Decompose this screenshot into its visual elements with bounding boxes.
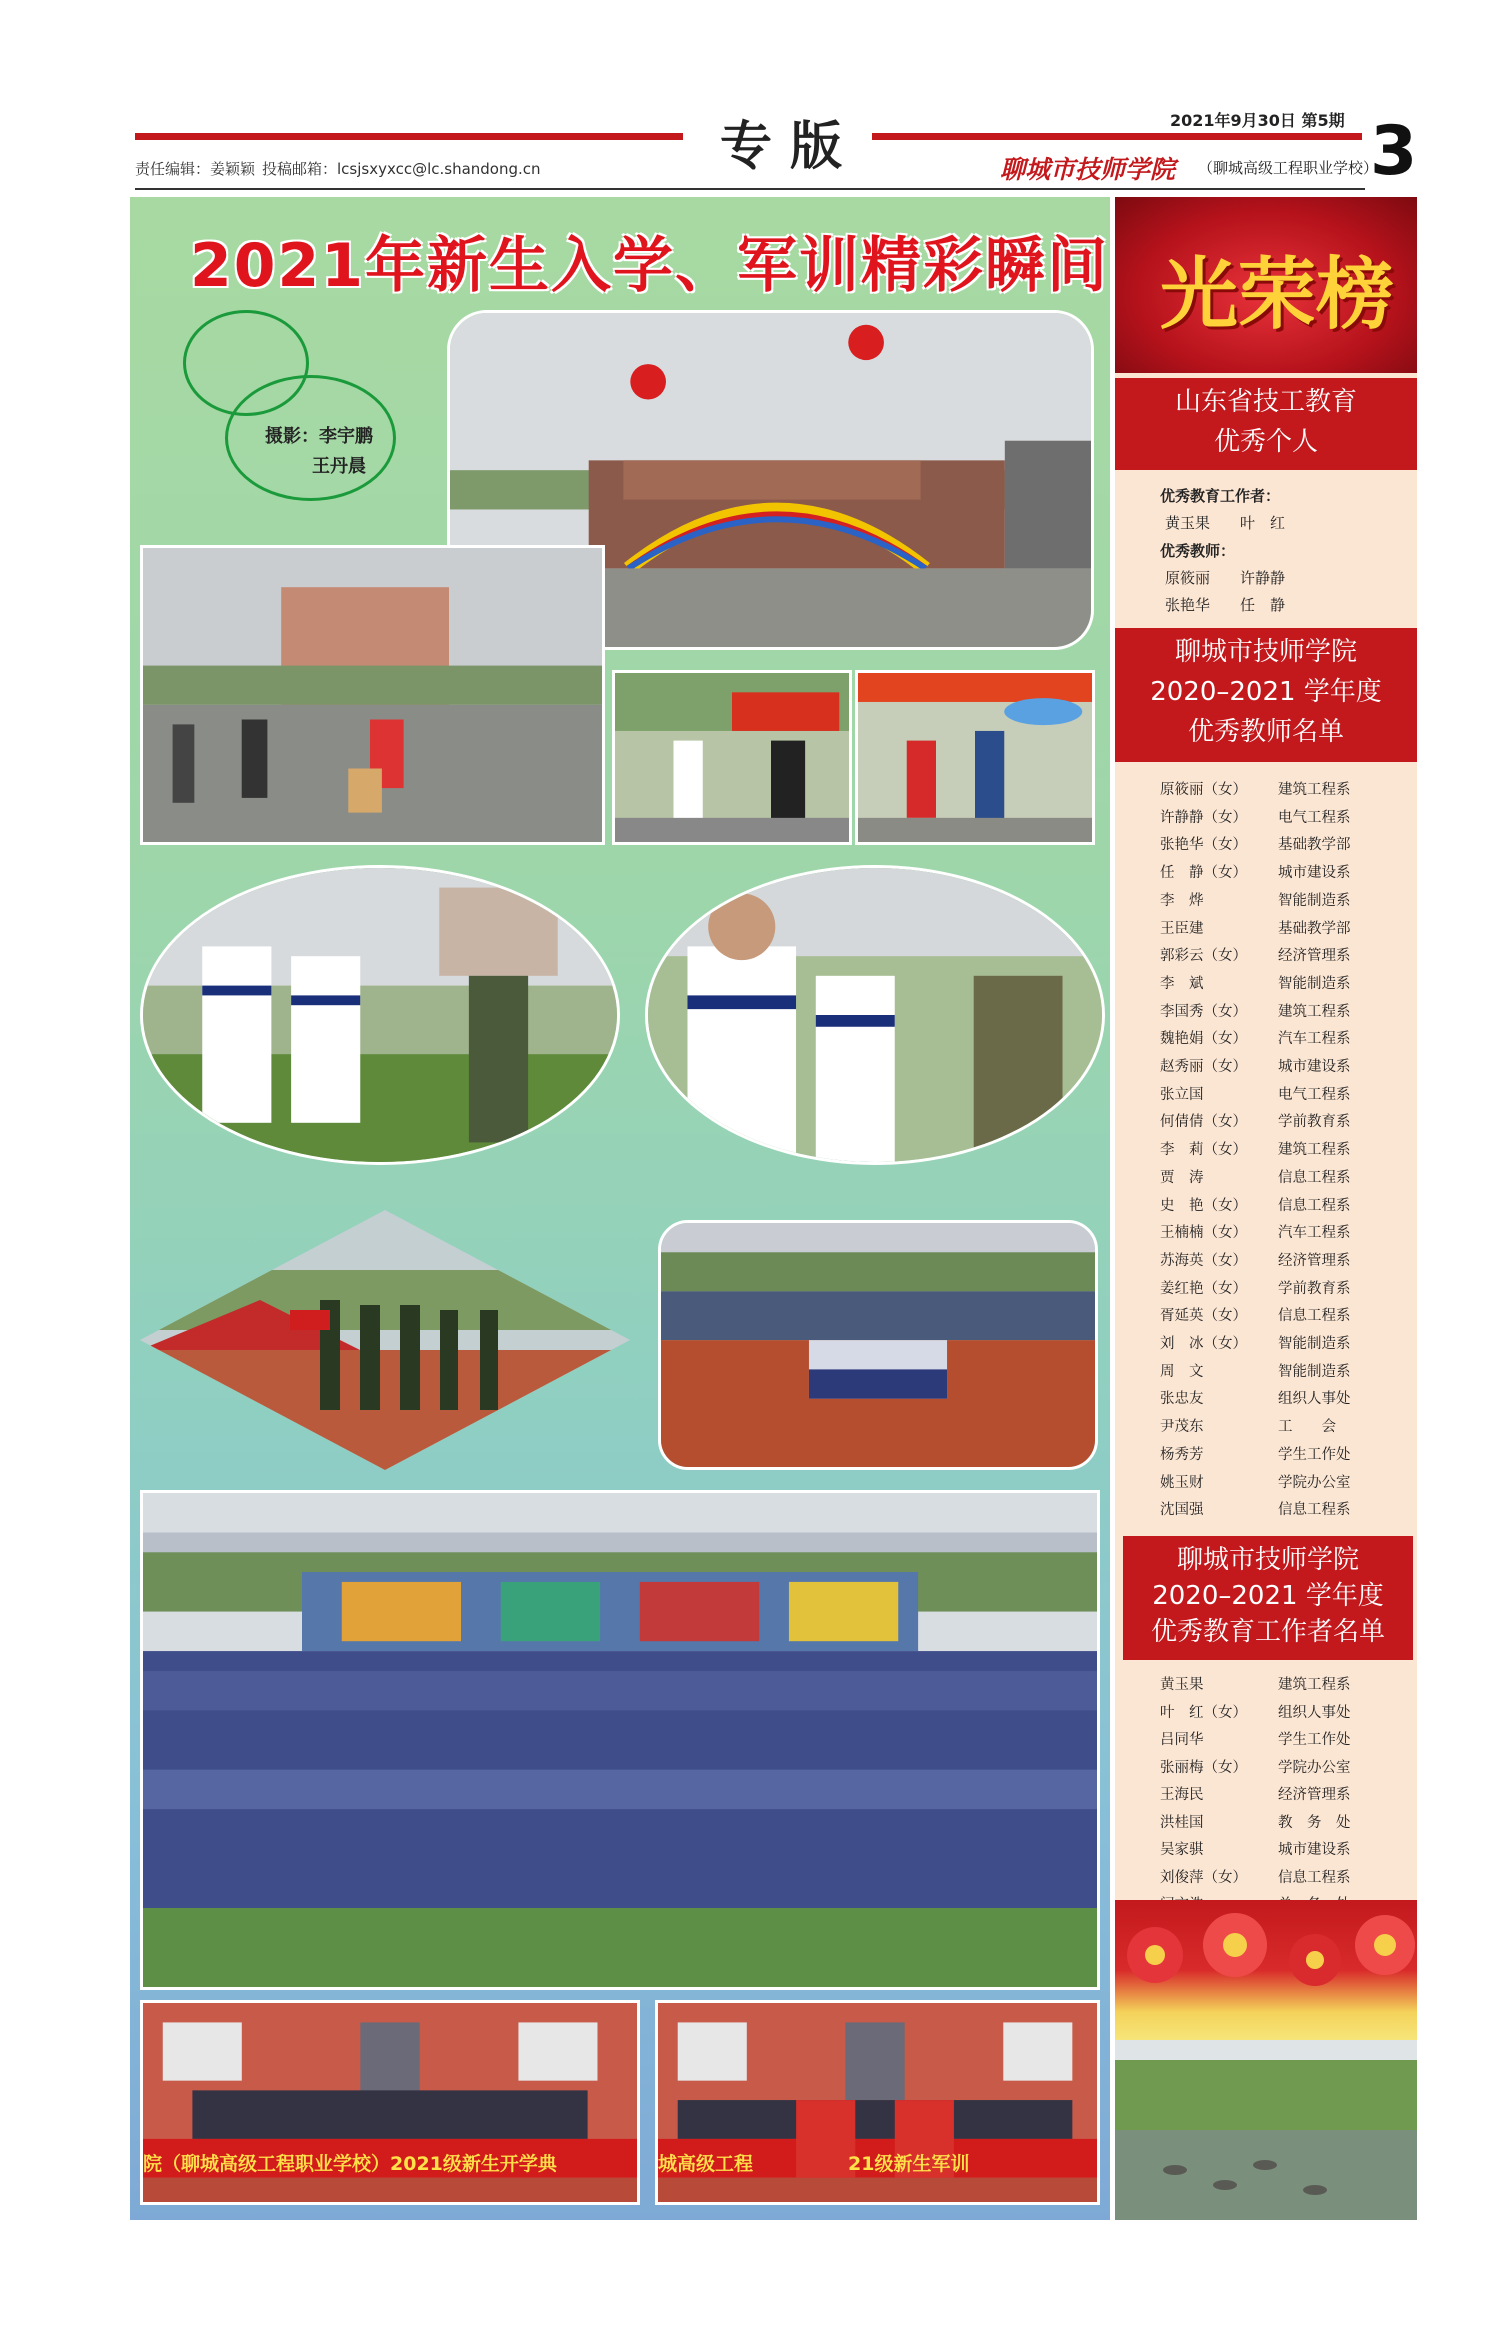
teacher-dept: 基础教学部 — [1278, 837, 1351, 854]
teacher-names-row1: 原筱丽 许静静 — [1165, 569, 1286, 587]
teacher-name: 姚玉财 — [1160, 1474, 1204, 1491]
school-logo-text: 聊城市技师学院 — [1000, 155, 1176, 184]
teacher-name: 魏艳娟（女） — [1160, 1031, 1247, 1048]
teacher-name: 李 烨 — [1160, 892, 1204, 909]
excellent-teachers-heading-line1: 聊城市技师学院 — [1174, 637, 1357, 667]
header-rule-left — [135, 133, 683, 140]
worker-dept: 信息工程系 — [1278, 1869, 1351, 1886]
teacher-dept: 经济管理系 — [1278, 948, 1351, 965]
teacher-name: 史 艳（女） — [1160, 1197, 1247, 1214]
edu-worker-names: 黄玉果 叶 红 — [1165, 514, 1286, 532]
teacher-dept: 智能制造系 — [1278, 1363, 1351, 1380]
teacher-dept: 信息工程系 — [1278, 1169, 1351, 1186]
photo-registration-2 — [855, 670, 1095, 845]
military-training-banner: 城高级工程 21级新生军训 — [658, 2153, 970, 2175]
worker-name: 黄玉果 — [1160, 1677, 1204, 1693]
worker-name: 吕同华 — [1160, 1732, 1204, 1748]
worker-dept: 学生工作处 — [1278, 1732, 1351, 1748]
teacher-name: 贾 涛 — [1160, 1169, 1204, 1186]
photo-credit-line1: 摄影：李宇鹏 — [265, 426, 373, 447]
teacher-name: 李国秀（女） — [1160, 1003, 1247, 1020]
teacher-name: 张立国 — [1160, 1086, 1204, 1103]
teacher-name: 许静静（女） — [1160, 809, 1247, 826]
photo-student-arrival — [140, 545, 605, 845]
excellent-teachers-heading-line2: 2020–2021 学年度 — [1150, 677, 1382, 707]
teacher-name: 周 文 — [1160, 1363, 1204, 1380]
teacher-dept: 信息工程系 — [1278, 1197, 1351, 1214]
honor-roll-title: 光荣榜 — [1160, 249, 1395, 340]
teacher-dept: 信息工程系 — [1278, 1502, 1351, 1519]
campus-lake-image — [1115, 2040, 1417, 2220]
issue-date: 2021年9月30日 第5期 — [1170, 111, 1345, 130]
worker-name: 叶 红（女） — [1160, 1704, 1247, 1721]
photo-parade-ground — [658, 1220, 1098, 1470]
school-subtitle: （聊城高级工程职业学校） — [1198, 159, 1379, 177]
teacher-dept: 智能制造系 — [1278, 1336, 1351, 1352]
teacher-dept: 智能制造系 — [1278, 892, 1351, 909]
editor-credit: 责任编辑：姜颖颖 — [135, 160, 256, 178]
teacher-dept: 学前教育系 — [1278, 1280, 1351, 1297]
teacher-name: 赵秀丽（女） — [1160, 1059, 1247, 1075]
teacher-dept: 汽车工程系 — [1278, 1225, 1351, 1242]
worker-name: 张丽梅（女） — [1160, 1759, 1247, 1776]
teacher-dept: 建筑工程系 — [1278, 1003, 1351, 1020]
edu-worker-label: 优秀教育工作者： — [1160, 487, 1281, 505]
worker-name: 吴家骐 — [1160, 1842, 1204, 1858]
teacher-label: 优秀教师： — [1160, 542, 1236, 560]
provincial-award-heading-line2: 优秀个人 — [1213, 427, 1318, 457]
excellent-workers-heading-line2: 2020–2021 学年度 — [1152, 1581, 1384, 1611]
photo-credit-line2: 王丹晨 — [312, 456, 366, 477]
teacher-name: 胥延英（女） — [1160, 1308, 1247, 1325]
teacher-name: 原筱丽（女） — [1160, 782, 1247, 798]
teacher-name: 苏海英（女） — [1160, 1252, 1247, 1269]
teacher-name: 何倩倩（女） — [1160, 1114, 1247, 1131]
teacher-dept: 组织人事处 — [1278, 1391, 1351, 1408]
worker-dept: 经济管理系 — [1278, 1787, 1351, 1803]
worker-dept: 建筑工程系 — [1278, 1677, 1351, 1693]
teacher-dept: 建筑工程系 — [1278, 782, 1351, 798]
teacher-name: 沈国强 — [1160, 1502, 1204, 1519]
teacher-name: 李 斌 — [1160, 975, 1204, 992]
registration-image-1 — [615, 673, 849, 842]
teacher-name: 郭彩云（女） — [1160, 948, 1247, 965]
section-title: 专版 — [720, 117, 861, 177]
photo-marching-ellipse-1 — [140, 865, 620, 1165]
opening-ceremony-banner: 院（聊城高级工程职业学校）2021级新生开学典 — [143, 2153, 557, 2175]
teacher-dept: 工 会 — [1278, 1419, 1336, 1436]
worker-name: 洪桂国 — [1160, 1814, 1204, 1831]
photo-stadium-assembly — [140, 1490, 1100, 1990]
photo-instructor-ellipse — [645, 865, 1105, 1165]
teacher-dept: 汽车工程系 — [1278, 1031, 1351, 1048]
teacher-name: 张忠友 — [1160, 1391, 1204, 1408]
excellent-workers-heading-line3: 优秀教育工作者名单 — [1150, 1617, 1385, 1647]
excellent-workers-heading — [1123, 1536, 1413, 1660]
photo-opening-ceremony — [140, 2000, 640, 2205]
teacher-dept: 电气工程系 — [1278, 809, 1351, 826]
teacher-dept: 建筑工程系 — [1278, 1142, 1351, 1159]
provincial-award-heading — [1115, 378, 1417, 470]
teacher-dept: 电气工程系 — [1278, 1086, 1351, 1103]
teacher-dept: 学院办公室 — [1278, 1474, 1351, 1491]
provincial-award-heading-line1: 山东省技工教育 — [1174, 387, 1357, 417]
teacher-name: 任 静（女） — [1160, 865, 1247, 882]
registration-image-2 — [858, 673, 1092, 842]
instructor-image — [648, 868, 1102, 1162]
feature-title: 2021年新生入学、军训精彩瞬间 — [190, 231, 1109, 301]
teacher-name: 尹茂东 — [1160, 1419, 1204, 1436]
teacher-name: 姜红艳（女） — [1160, 1280, 1247, 1297]
teacher-dept: 信息工程系 — [1278, 1308, 1351, 1325]
teacher-name: 刘 冰（女） — [1160, 1336, 1247, 1352]
header-rule-right — [872, 133, 1362, 140]
submission-email: 投稿邮箱：lcsjsxyxcc@lc.shandong.cn — [262, 160, 541, 178]
teacher-dept: 基础教学部 — [1278, 920, 1351, 937]
teacher-dept: 学前教育系 — [1278, 1114, 1351, 1131]
student-arrival-image — [143, 548, 602, 842]
excellent-teachers-heading-line3: 优秀教师名单 — [1187, 717, 1344, 747]
teacher-dept: 城市建设系 — [1278, 1059, 1351, 1075]
excellent-teachers-heading — [1115, 628, 1417, 762]
photo-military-training-ceremony — [655, 2000, 1100, 2205]
teacher-dept: 城市建设系 — [1278, 865, 1351, 882]
page-number: 3 — [1370, 112, 1418, 191]
teacher-dept: 学生工作处 — [1278, 1446, 1351, 1463]
peony-decoration — [1115, 1900, 1417, 2040]
worker-dept: 学院办公室 — [1278, 1759, 1351, 1776]
parade-ground-image — [661, 1223, 1095, 1467]
teacher-dept: 经济管理系 — [1278, 1252, 1351, 1269]
teacher-name: 李 莉（女） — [1160, 1142, 1247, 1159]
worker-dept: 组织人事处 — [1278, 1704, 1351, 1721]
stadium-assembly-image — [143, 1493, 1097, 1987]
peony-flowers-image — [1115, 1900, 1417, 2040]
teacher-names-row2: 张艳华 任 静 — [1165, 596, 1286, 614]
worker-name: 王海民 — [1160, 1787, 1204, 1803]
marching-image-1 — [143, 868, 617, 1162]
teacher-dept: 智能制造系 — [1278, 975, 1351, 992]
teacher-name: 王楠楠（女） — [1160, 1225, 1247, 1242]
worker-dept: 教 务 处 — [1278, 1814, 1351, 1831]
excellent-workers-heading-line1: 聊城市技师学院 — [1176, 1545, 1359, 1575]
worker-dept: 城市建设系 — [1278, 1842, 1351, 1858]
header-underline — [135, 188, 1365, 190]
teacher-name: 张艳华（女） — [1160, 837, 1247, 854]
teacher-name: 杨秀芳 — [1160, 1446, 1204, 1463]
worker-name: 刘俊萍（女） — [1160, 1869, 1247, 1886]
teacher-name: 王臣建 — [1160, 920, 1204, 937]
photo-campus-lake — [1115, 2040, 1417, 2220]
photo-registration-1 — [612, 670, 852, 845]
